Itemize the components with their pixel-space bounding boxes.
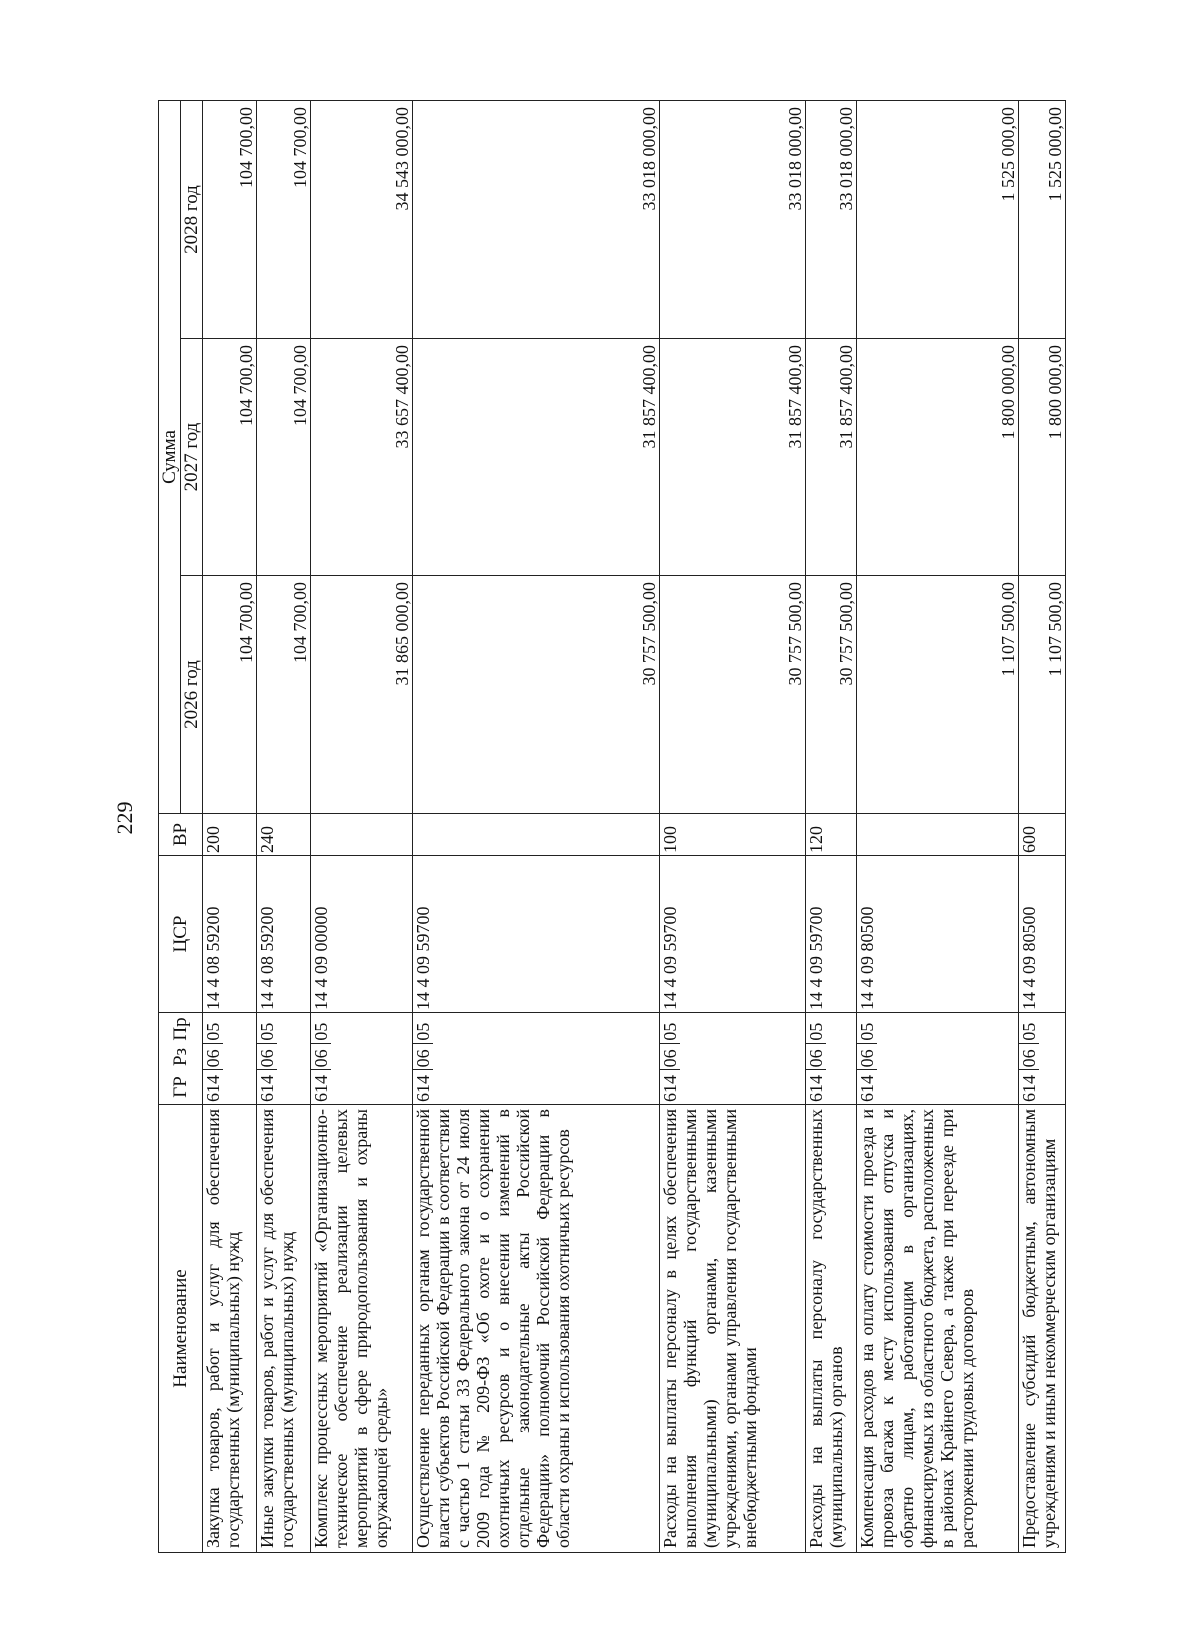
table-row (660, 101, 805, 1553)
row-gr: 614 (257, 1069, 277, 1104)
row-amount-2026: 31 865 000,00 (310, 576, 412, 814)
table-row (1018, 101, 1065, 1553)
row-vr (412, 814, 659, 856)
row-amount-2028: 1 525 000,00 (857, 101, 1018, 339)
row-name: Расходы на выплаты персоналу государственных (муниципальных) органов (805, 1105, 857, 1553)
row-amount-2026: 30 757 500,00 (805, 576, 857, 814)
row-amount-2027: 31 857 400,00 (412, 339, 659, 576)
row-name: Предоставление субсидий бюджетным, автономным учреждениям и иным некоммерческим организациям (1018, 1105, 1065, 1553)
row-amount-2026: 104 700,00 (256, 576, 310, 814)
row-name: Компенсация расходов на оплату стоимости проезда и провоза багажа к месту использования отпуска и обратно лицам, работающим в организациях, финансируемых из областного бюджета, расположенных в районах Крайнего Севера, а также при переезде при расторжении трудовых договоров (857, 1105, 1018, 1553)
row-codes (256, 1013, 310, 1105)
row-amount-2027: 104 700,00 (256, 339, 310, 576)
row-amount-2028: 104 700,00 (203, 101, 257, 339)
row-rz: 06 (857, 1043, 877, 1070)
row-rz: 06 (311, 1043, 331, 1070)
row-pr: 05 (857, 1022, 878, 1041)
header-rz: Рз (169, 1047, 191, 1067)
row-amount-2026: 1 107 500,00 (857, 576, 1018, 814)
table-row (310, 101, 412, 1553)
row-pr: 05 (412, 1022, 433, 1041)
row-rz: 06 (660, 1043, 680, 1070)
header-name: Наименование (159, 1105, 203, 1553)
row-codes (805, 1013, 857, 1105)
header-gr-rz-pr (159, 1013, 203, 1105)
row-csr: 14 4 09 00000 (310, 856, 412, 1013)
row-csr: 14 4 09 80500 (1018, 856, 1065, 1013)
header-pr: Пр (169, 1017, 191, 1041)
row-name: Расходы на выплаты персоналу в целях обеспечения выполнения функций государственными (муниципальными) органами, казенными учреждениями, органами управления государственными внебюджетными фондами (660, 1105, 805, 1553)
row-codes (660, 1013, 805, 1105)
budget-table (158, 100, 1066, 1553)
header-csr: ЦСР (159, 856, 203, 1013)
row-csr: 14 4 08 59200 (256, 856, 310, 1013)
row-amount-2027: 33 657 400,00 (310, 339, 412, 576)
row-amount-2028: 104 700,00 (256, 101, 310, 339)
row-vr: 200 (203, 814, 257, 856)
row-codes (412, 1013, 659, 1105)
row-csr: 14 4 09 59700 (660, 856, 805, 1013)
row-amount-2026: 30 757 500,00 (412, 576, 659, 814)
row-amount-2027: 104 700,00 (203, 339, 257, 576)
row-name: Комплекс процессных мероприятий «Организационно-техническое обеспечение реализации целевых мероприятий в сфере природопользования и охраны окружающей среды» (310, 1105, 412, 1553)
row-amount-2028: 33 018 000,00 (412, 101, 659, 339)
row-rz: 06 (203, 1043, 223, 1070)
row-codes (1018, 1013, 1065, 1105)
row-amount-2027: 31 857 400,00 (660, 339, 805, 576)
row-rz: 06 (413, 1043, 433, 1070)
row-codes (203, 1013, 257, 1105)
row-pr: 05 (805, 1022, 826, 1041)
row-vr: 120 (805, 814, 857, 856)
row-gr: 614 (857, 1069, 877, 1104)
row-pr: 05 (1018, 1022, 1039, 1041)
row-pr: 05 (310, 1022, 331, 1041)
row-gr: 614 (203, 1069, 223, 1104)
row-gr: 614 (806, 1069, 826, 1104)
row-amount-2027: 1 800 000,00 (1018, 339, 1065, 576)
row-vr: 600 (1018, 814, 1065, 856)
row-amount-2028: 33 018 000,00 (805, 101, 857, 339)
row-rz: 06 (1019, 1043, 1039, 1070)
row-csr: 14 4 08 59200 (203, 856, 257, 1013)
row-amount-2027: 31 857 400,00 (805, 339, 857, 576)
row-amount-2026: 30 757 500,00 (660, 576, 805, 814)
row-gr: 614 (311, 1069, 331, 1104)
row-rz: 06 (257, 1043, 277, 1070)
row-name: Закупка товаров, работ и услуг для обеспечения государственных (муниципальных) нужд (203, 1105, 257, 1553)
row-amount-2028: 1 525 000,00 (1018, 101, 1065, 339)
row-gr: 614 (1019, 1069, 1039, 1104)
row-amount-2028: 34 543 000,00 (310, 101, 412, 339)
row-pr: 05 (203, 1022, 223, 1041)
page-number: 229 (112, 801, 137, 835)
row-name: Иные закупки товаров, работ и услуг для обеспечения государственных (муниципальных) нужд (256, 1105, 310, 1553)
header-gr: ГР (169, 1076, 191, 1098)
table-row (857, 101, 1018, 1553)
row-amount-2026: 104 700,00 (203, 576, 257, 814)
row-csr: 14 4 09 80500 (857, 856, 1018, 1013)
row-name: Осуществление переданных органам государственной власти субъектов Российской Федерации в соответствии с частью 1 статьи 33 Федерального закона от 24 июля 2009 года № 209-ФЗ «Об охоте и о сохранении охотничьих ресурсов и о внесении изменений в отдельные законодательные акты Российской Федерации» полномочий Российской Федерации в области охраны и использования охотничьих ресурсов (412, 1105, 659, 1553)
row-vr (310, 814, 412, 856)
table-row (412, 101, 659, 1553)
row-vr: 100 (660, 814, 805, 856)
header-sum: Сумма (159, 101, 181, 814)
header-vr: ВР (159, 814, 203, 856)
row-gr: 614 (413, 1069, 433, 1104)
row-amount-2028: 33 018 000,00 (660, 101, 805, 339)
row-csr: 14 4 09 59700 (805, 856, 857, 1013)
header-2028: 2028 год (181, 101, 203, 339)
row-amount-2027: 1 800 000,00 (857, 339, 1018, 576)
table-row (805, 101, 857, 1553)
rotated-table-wrapper (158, 101, 1066, 1553)
row-pr: 05 (660, 1022, 681, 1041)
row-vr (857, 814, 1018, 856)
row-vr: 240 (256, 814, 310, 856)
table-row (256, 101, 310, 1553)
table-row (203, 101, 257, 1553)
row-amount-2026: 1 107 500,00 (1018, 576, 1065, 814)
header-2027: 2027 год (181, 339, 203, 576)
row-codes (857, 1013, 1018, 1105)
row-rz: 06 (806, 1043, 826, 1070)
row-gr: 614 (660, 1069, 680, 1104)
row-codes (310, 1013, 412, 1105)
header-2026: 2026 год (181, 576, 203, 814)
row-csr: 14 4 09 59700 (412, 856, 659, 1013)
row-pr: 05 (256, 1022, 277, 1041)
